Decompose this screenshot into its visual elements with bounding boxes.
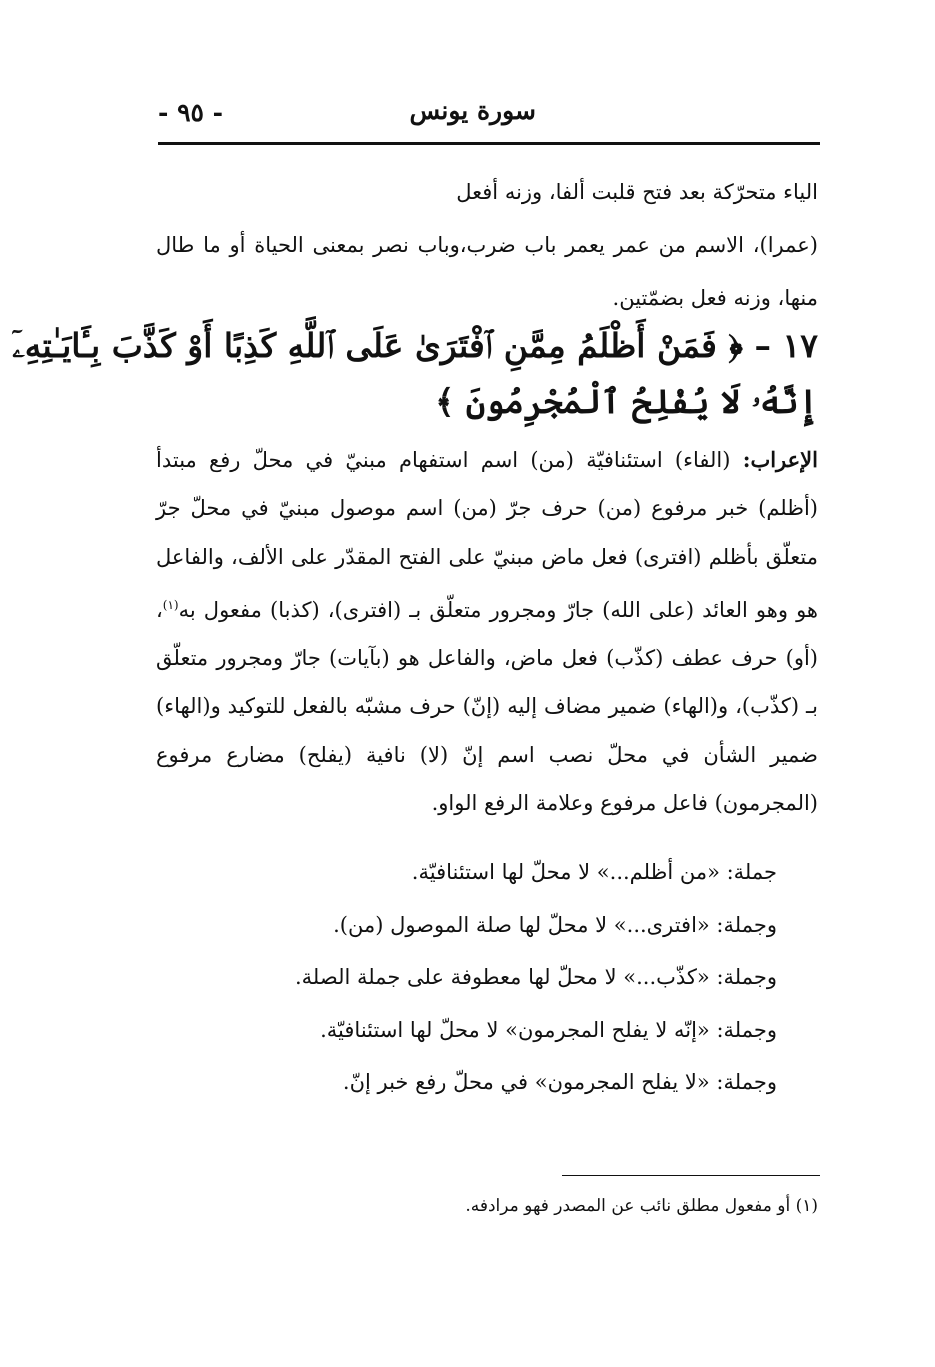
sentence-item: وجملة: «افترى...» لا محلّ لها صلة الموصول (من). [333, 912, 777, 937]
page-header [158, 96, 818, 140]
irab-paragraph [156, 436, 818, 827]
intro-paragraph [156, 166, 818, 325]
footnote-marker[interactable]: (١) [162, 597, 179, 612]
irab-text-2: ، (أو) حرف عطف (كذّب) فعل ماض، والفاعل هو (بآيات) جارّ ومجرور متعلّق بـ (كذّب)، و(الهاء) ضمير مضاف إليه (إنّ) حرف مشبّه بالفعل للتوكيد و(الهاء) ضمير الشأن في محلّ نصب اسم إنّ (لا) نافية (يفلح) مضارع مرفوع (المجرمون) فاعل مرفوع وعلامة الرفع الواو. [156, 597, 818, 816]
sentence-item: وجملة: «إنّه لا يفلح المجرمون» لا محلّ لها استئنافيّة. [320, 1017, 777, 1042]
irab-text-1: (الفاء) استئنافيّة (من) اسم استفهام مبنيّ في محلّ رفع مبتدأ (أظلم) خبر مرفوع (من) حرف جرّ (من) اسم موصول مبنيّ في محلّ جرّ متعلّق بأظلم (افترى) فعل ماض مبنيّ على الفتح المقدّر على الألف، والفاعل هو وهو العائد (على الله) جارّ ومجرور متعلّق بـ (افترى)، (كذبا) مفعول به [156, 448, 818, 622]
verse-text-1: ﴿ فَمَنْ أَظْلَمُ مِمَّنِ ٱفْتَرَىٰ عَلَى ٱللَّهِ كَذِبًا أَوْ كَذَّبَ بِـَٔايَـٰتِهِۦٓ [12, 326, 744, 365]
intro-line-1: الياء متحرّكة بعد فتح قلبت ألفا، وزنه أفعل [456, 180, 818, 204]
header-rule [158, 142, 820, 145]
page-number: - ٩٥ - [158, 98, 224, 127]
quran-verse [12, 318, 818, 430]
sentence-item: وجملة: «كذّب...» لا محلّ لها معطوفة على جملة الصلة. [294, 965, 777, 989]
irab-heading: الإعراب: [742, 447, 818, 472]
verse-line-2 [148, 374, 818, 430]
intro-line-2: (عمرا)، الاسم من عمر يعمر باب ضرب،وباب نصر بمعنى الحياة أو ما طال منها، وزنه فعل بضمّتين. [156, 233, 818, 310]
verse-number: ١٧ – [754, 326, 818, 365]
sentence-list [157, 846, 777, 1109]
verse-line-1 [12, 318, 818, 374]
footnote: (١) أو مفعول مطلق نائب عن المصدر فهو مرادفه. [465, 1196, 818, 1216]
footnote-rule [562, 1175, 820, 1176]
sentence-item: وجملة: «لا يفلح المجرمون» في محلّ رفع خبر إنّ. [342, 1070, 777, 1094]
sentence-item: جملة: «من أظلم...» لا محلّ لها استئنافيّة. [411, 860, 777, 884]
verse-text-2: إِنَّهُۥ لَا يُفْلِحُ ٱلْمُجْرِمُونَ ﴾ [435, 382, 818, 421]
surah-title: سورة يونس [409, 96, 536, 125]
